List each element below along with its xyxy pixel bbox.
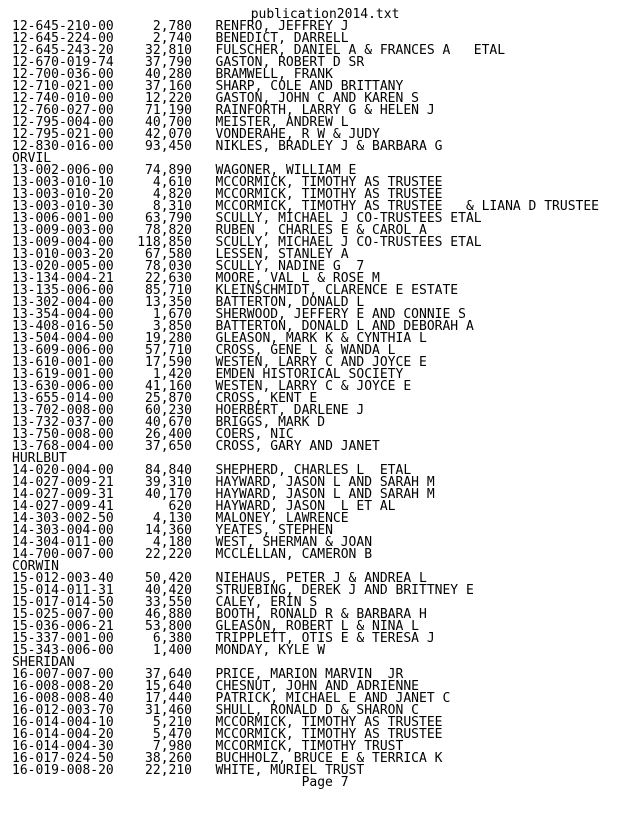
- record-line: 12-645-243-20 32,810 FULSCHER, DANIEL A & FRANCES A ETAL: [12, 43, 506, 58]
- record-line: 13-010-003-20 67,580 LESSEN, STANLEY A: [12, 247, 349, 262]
- record-line: 15-025-007-00 46,880 BOOTH, RONALD R & BARBARA H: [12, 607, 427, 622]
- record-line: 13-003-010-20 4,820 MCCORMICK, TIMOTHY AS TRUSTEE: [12, 187, 443, 202]
- record-line: 14-027-009-41 620 HAYWARD, JASON L ET AL: [12, 499, 396, 514]
- record-line: 13-610-001-00 17,590 WESTEN, LARRY C AND JOYCE E: [12, 355, 427, 370]
- record-line: 15-343-006-00 1,400 MONDAY, KYLE W: [12, 643, 326, 658]
- record-line: 15-337-001-00 6,380 TRIPPLETT, OTIS E & TERESA J: [12, 631, 435, 646]
- record-line: 13-354-004-00 1,670 SHERWOOD, JEFFERY E AND CONNIE S: [12, 307, 466, 322]
- record-line: 13-135-006-00 85,710 KLEINSCHMIDT, CLARENCE E ESTATE: [12, 283, 459, 298]
- section-header-sheridan: SHERIDAN: [12, 655, 75, 670]
- record-line: 14-020-004-00 84,840 SHEPHERD, CHARLES L ETAL: [12, 463, 412, 478]
- record-line: 12-645-210-00 2,780 RENFRO, JEFFREY J: [12, 19, 349, 34]
- record-line: 13-630-006-00 41,160 WESTEN, LARRY C & JOYCE E: [12, 379, 412, 394]
- record-line: 13-702-008-00 60,230 HOERBERT, DARLENE J: [12, 403, 365, 418]
- record-line: 12-670-019-74 37,790 GASTON, ROBERT D SR: [12, 55, 365, 70]
- record-line: 13-003-010-10 4,610 MCCORMICK, TIMOTHY AS TRUSTEE: [12, 175, 443, 190]
- record-line: 16-017-024-50 38,260 BUCHHOLZ, BRUCE E & TERRICA K: [12, 751, 443, 766]
- section-header-orvil: ORVIL: [12, 151, 52, 166]
- record-line: 12-830-016-00 93,450 NIKLES, BRADLEY J & BARBARA G: [12, 139, 443, 154]
- record-line: 16-019-008-20 22,210 WHITE, MURIEL TRUST: [12, 763, 365, 778]
- record-line: 12-710-021-00 37,160 SHARP, COLE AND BRITTANY: [12, 79, 404, 94]
- record-line: 16-008-008-40 17,440 PATRICK, MICHAEL E AND JANET C: [12, 691, 451, 706]
- record-line: 14-303-002-50 4,130 MALONEY, LAWRENCE: [12, 511, 349, 526]
- record-line: 13-003-010-30 8,310 MCCORMICK, TIMOTHY AS TRUSTEE & LIANA D TRUSTEE: [12, 199, 599, 214]
- record-line: 13-009-004-00 118,850 SCULLY, MICHAEL J CO-TRUSTEES ETAL: [12, 235, 482, 250]
- section-header-corwin: CORWIN: [12, 559, 59, 574]
- record-line: 16-014-004-20 5,470 MCCORMICK, TIMOTHY AS TRUSTEE: [12, 727, 443, 742]
- record-line: 12-795-021-00 42,070 VONDERAHE, R W & JUDY: [12, 127, 380, 142]
- record-line: 13-408-016-50 3,850 BATTERTON, DONALD L AND DEBORAH A: [12, 319, 474, 334]
- record-line: 13-619-001-00 1,420 EMDEN HISTORICAL SOCIETY: [12, 367, 404, 382]
- record-line: 12-795-004-00 40,700 MEISTER, ANDREW L: [12, 115, 349, 130]
- record-line: 14-700-007-00 22,220 MCCLELLAN, CAMERON B: [12, 547, 373, 562]
- record-line: 16-014-004-10 5,210 MCCORMICK, TIMOTHY AS TRUSTEE: [12, 715, 443, 730]
- record-line: 13-134-004-21 22,630 MOORE, VAL L & ROSE M: [12, 271, 380, 286]
- record-line: 13-020-005-00 78,030 SCULLY, NADINE G 7: [12, 259, 365, 274]
- record-line: 14-027-009-21 39,310 HAYWARD, JASON L AND SARAH M: [12, 475, 435, 490]
- document-title: publication2014.txt: [250, 7, 400, 22]
- record-line: 16-007-007-00 37,640 PRICE, MARION MARVIN JR: [12, 667, 404, 682]
- record-line: 14-027-009-31 40,170 HAYWARD, JASON L AND SARAH M: [12, 487, 435, 502]
- record-line: 15-036-006-21 53,800 GLEASON, ROBERT L & NINA L: [12, 619, 419, 634]
- record-line: 12-740-010-00 12,220 GASTON, JOHN C AND KAREN S: [12, 91, 419, 106]
- record-line: 13-504-004-00 19,280 GLEASON, MARK K & CYNTHIA L: [12, 331, 427, 346]
- record-line: 13-002-006-00 74,890 WAGONER, WILLIAM E: [12, 163, 357, 178]
- record-line: 13-006-001-00 63,790 SCULLY, MICHAEL J CO-TRUSTEES ETAL: [12, 211, 482, 226]
- record-line: 15-012-003-40 50,420 NIEHAUS, PETER J & ANDREA L: [12, 571, 427, 586]
- record-line: 12-700-036-00 40,280 BRAMWELL, FRANK: [12, 67, 333, 82]
- record-line: 15-014-011-31 40,420 STRUEBING, DEREK J AND BRITTNEY E: [12, 583, 474, 598]
- record-line: 13-609-006-00 57,710 CROSS, GENE L & WANDA L: [12, 343, 396, 358]
- record-line: 13-009-003-00 78,820 RUBEN , CHARLES E & CAROL A: [12, 223, 427, 238]
- record-line: 16-008-008-20 15,640 CHESNUT, JOHN AND ADRIENNE: [12, 679, 419, 694]
- record-line: 13-768-004-00 37,650 CROSS, GARY AND JANET: [12, 439, 380, 454]
- record-line: 13-750-008-00 26,400 COERS, NIC: [12, 427, 294, 442]
- record-line: 16-012-003-70 31,460 SHULL, RONALD D & SHARON C: [12, 703, 419, 718]
- record-line: 12-645-224-00 2,740 BENEDICT, DARRELL: [12, 31, 349, 46]
- page-footer: Page 7: [301, 775, 349, 790]
- section-header-hurlbut: HURLBUT: [12, 451, 67, 466]
- record-line: 15-017-014-50 33,550 CALEY, ERIN S: [12, 595, 318, 610]
- record-line: 13-302-004-00 13,350 BATTERTON, DONALD L: [12, 295, 365, 310]
- record-line: 13-655-014-00 25,870 CROSS, KENT E: [12, 391, 318, 406]
- document-body: [12, 21, 643, 777]
- record-line: 14-304-011-00 4,180 WEST, SHERMAN & JOAN: [12, 535, 373, 550]
- record-line: 14-303-004-00 14,360 YEATES, STEPHEN: [12, 523, 333, 538]
- record-line: 16-014-004-30 7,980 MCCORMICK, TIMOTHY TRUST: [12, 739, 404, 754]
- record-line: 12-760-027-00 71,190 RAINFORTH, LARRY G & HELEN J: [12, 103, 435, 118]
- record-line: 13-732-037-00 40,670 BRIGGS, MARK D: [12, 415, 326, 430]
